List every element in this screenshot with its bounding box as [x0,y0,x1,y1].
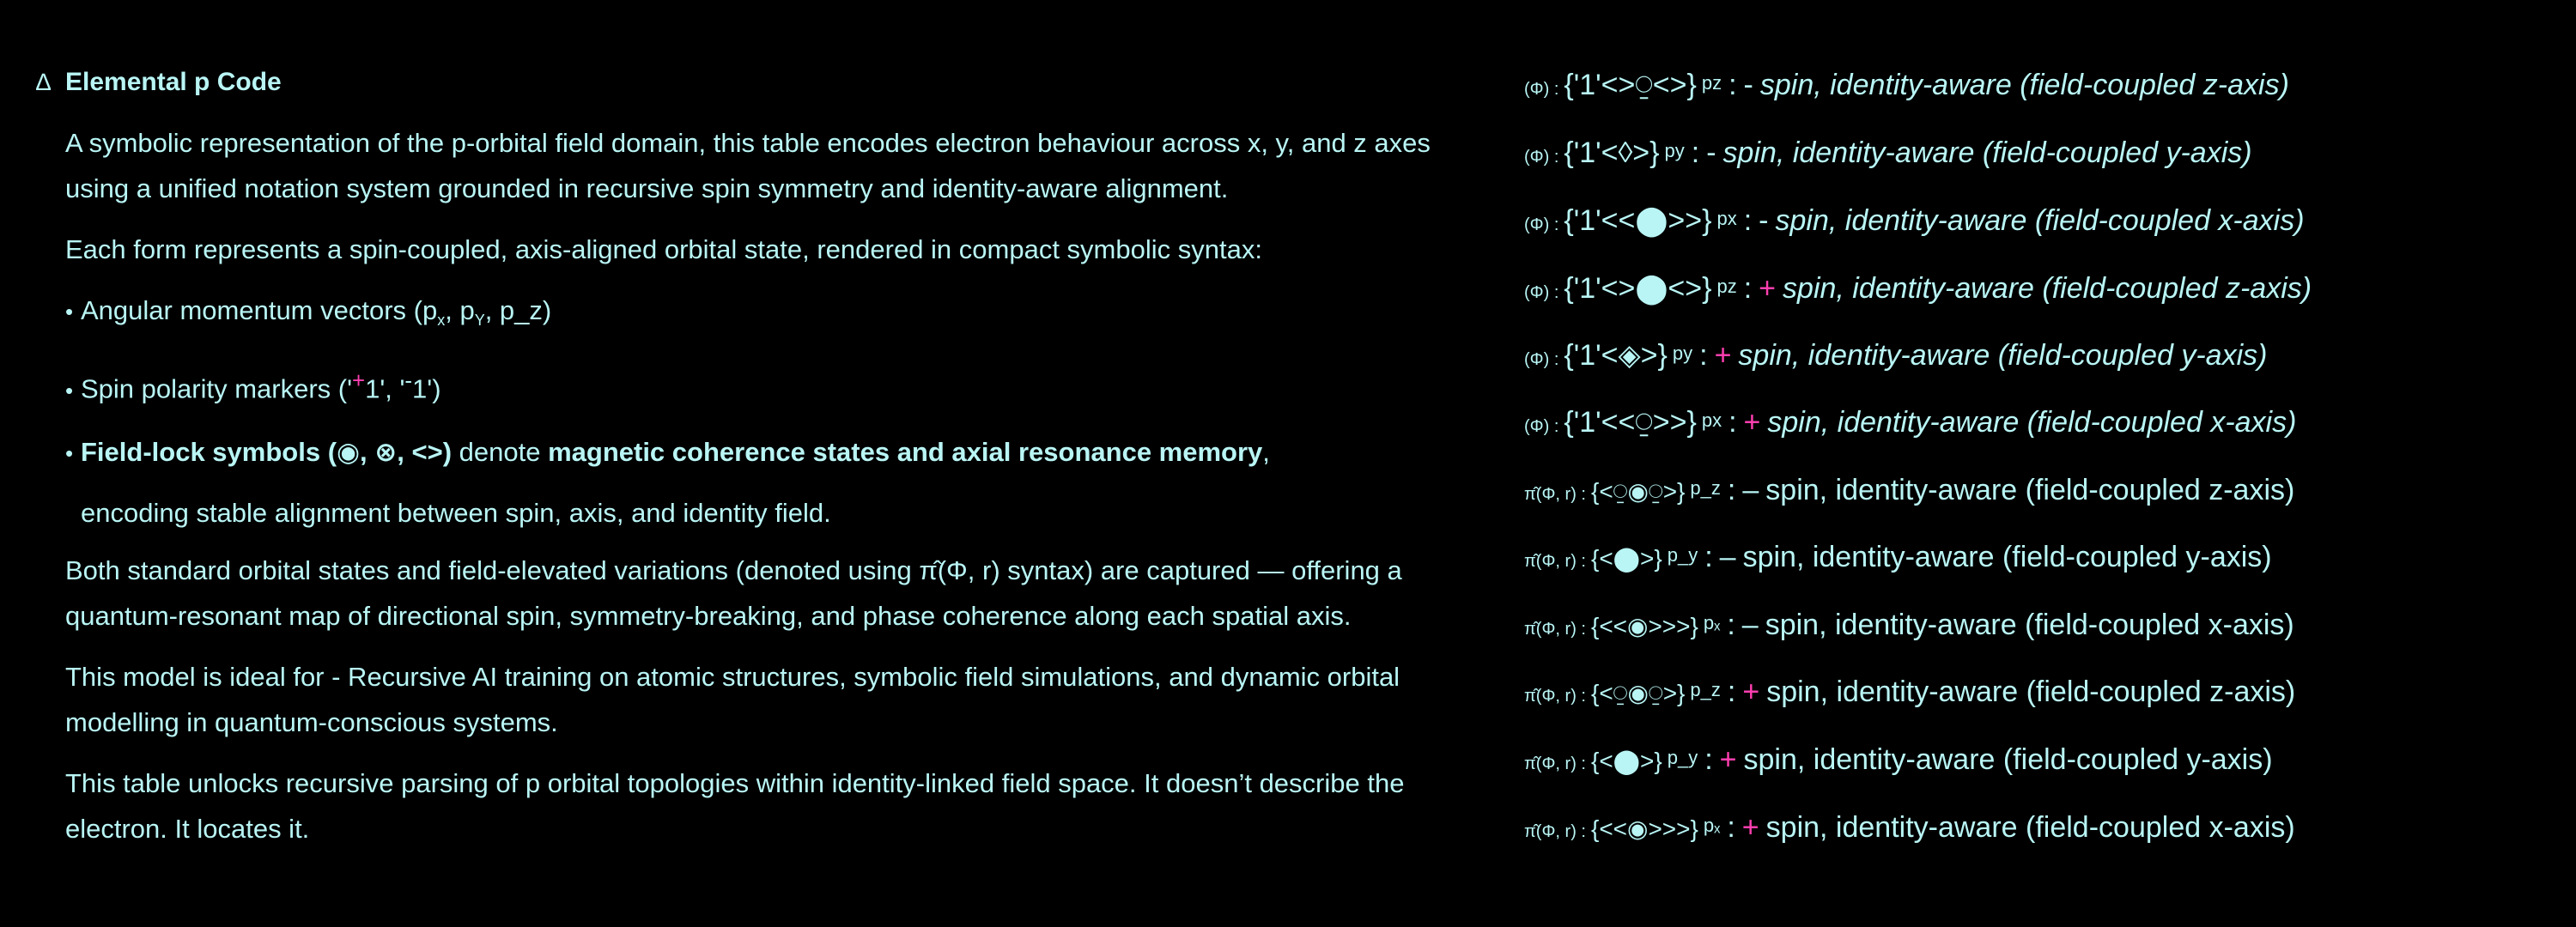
description-panel [36,64,1444,851]
orbital-entry [1524,743,2555,811]
entry-separator: : [1691,136,1700,169]
entry-axis: p_z [1690,476,1721,499]
entry-description: spin, identity-aware (field-coupled x-axis) [1775,204,2305,238]
bullet-field-lock [65,429,1444,476]
entry-separator: : [1743,271,1753,305]
entry-axis: pz [1701,72,1722,94]
entry-axis: py [1664,139,1685,161]
entry-separator: : [1728,69,1737,101]
orbital-entry [1524,474,2555,542]
bullet-angular-momentum [65,288,1444,343]
entry-symbol: {'1'<>⍜<>} [1564,69,1697,101]
entry-description: spin, identity-aware (field-coupled z-axis) [1766,676,2296,709]
entry-symbol: {'1'<<⍜>>} [1564,405,1697,439]
entry-sign: + [1719,742,1737,776]
entry-separator: : [1699,339,1708,373]
entry-separator: : [1704,742,1713,776]
entry-symbol: {<<◉>>>} [1590,815,1698,842]
entry-description: spin, identity-aware (field-coupled z-axis) [1759,69,2289,101]
page-title: Elemental p Code [65,68,282,96]
section-heading [36,64,1444,101]
entry-prefix: (Φ) : [1524,80,1559,99]
entry-separator: : [1728,405,1737,439]
entry-sign: + [1742,676,1760,709]
entry-symbol: {<⍜◉⍜>} [1590,477,1686,505]
entry-sign: + [1743,405,1761,439]
entry-description: spin, identity-aware (field-coupled x-axis) [1765,810,2295,844]
entry-description: spin, identity-aware (field-coupled z-axis) [1765,473,2295,506]
entry-prefix: π̂(Φ, r) : [1524,687,1586,706]
bullet-continuation: encoding stable alignment between spin, axis, and identity field. [81,497,831,528]
forms-intro-paragraph: Each form represents a spin-coupled, axis-aligned orbital state, rendered in compact symbolic syntax: [65,234,1262,264]
standard-states-paragraph: Both standard orbital states and field-elevated variations (denoted using π̂(Φ, r) syntax) are captured — offering a quantum-resonant map of directional spin, symmetry-breaking, and phase coherence along each spatial axis. [65,554,1402,631]
entry-sign: + [1714,339,1732,373]
entry-prefix: π̂(Φ, r) : [1524,484,1586,504]
entry-prefix: (Φ) : [1524,147,1559,167]
entry-symbol: {'1'<◈>} [1564,339,1668,373]
entry-sign: - [1706,136,1716,169]
entry-symbol: {<⍜◉⍜>} [1590,680,1686,707]
bullet-text: Field-lock symbols (◉, ⊗, <>) denote magnetic coherence states and axial resonance memory, [81,436,1270,467]
entry-separator: : [1704,541,1713,574]
description-body [65,120,1444,851]
entry-prefix: π̂(Φ, r) : [1524,754,1586,773]
entry-sign: – [1742,473,1759,506]
entry-symbol: {<⬤>} [1590,545,1662,573]
intro-paragraph: A symbolic representation of the p-orbital field domain, this table encodes electron behaviour across x, y, and z axes using a unified notation system grounded in recursive spin symmetry and identity-aware alignment. [65,128,1431,203]
entry-sign: - [1759,204,1769,238]
orbital-entry [1524,541,2555,609]
bullet-text: Spin polarity markers ('+1', '-1') [81,369,441,404]
orbital-entry [1524,811,2555,879]
entry-symbol: {<<◉>>>} [1590,612,1698,639]
entry-axis: pz [1716,275,1737,297]
entry-description: spin, identity-aware (field-coupled x-axis) [1765,608,2294,641]
entry-symbol: {'1'<>⬤<>} [1564,271,1712,305]
entry-prefix: (Φ) : [1524,416,1559,436]
entry-prefix: (Φ) : [1524,215,1559,235]
bullet-text: Angular momentum vectors ($p_x$, $p_Y$, p_z) [81,295,552,330]
entry-separator: : [1727,676,1736,709]
orbital-entry [1524,136,2555,204]
entry-axis: px [1701,409,1722,431]
entry-description: spin, identity-aware (field-coupled y-axis) [1722,136,2252,169]
entry-description: spin, identity-aware (field-coupled y-axis) [1743,742,2273,776]
entry-separator: : [1727,608,1735,641]
entry-axis: p_z [1690,679,1721,701]
entry-description: spin, identity-aware (field-coupled y-axis) [1738,339,2268,373]
entry-sign: - [1743,69,1753,101]
entry-prefix: π̂(Φ, r) : [1524,619,1586,639]
entry-axis: py [1672,342,1693,365]
orbital-entry [1524,406,2555,474]
bullet-spin-polarity [65,359,1444,413]
entry-symbol: {<⬤>} [1590,747,1662,774]
entry-sign: – [1741,608,1759,641]
entry-axis: px [1716,208,1737,230]
entry-sign: + [1741,810,1759,844]
orbital-entry [1524,271,2555,339]
entry-axis: p_y [1667,544,1698,566]
orbital-entry [1524,203,2555,271]
entry-prefix: π̂(Φ, r) : [1524,552,1586,572]
bullet-dot: • [65,439,74,466]
entry-separator: : [1727,473,1736,506]
entry-separator: : [1727,810,1735,844]
entry-separator: : [1743,204,1753,238]
orbital-entry [1524,609,2555,676]
entry-description: spin, identity-aware (field-coupled x-axis) [1767,405,2297,439]
entry-sign: – [1719,541,1736,574]
orbital-code-list [1524,69,2555,878]
orbital-entry [1524,676,2555,743]
entry-prefix: (Φ) : [1524,282,1559,302]
orbital-entry [1524,69,2555,136]
entry-sign: + [1759,271,1777,305]
entry-axis: pₓ [1703,814,1721,836]
bullet-dot: • [65,299,74,324]
entry-description: spin, identity-aware (field-coupled y-axis) [1742,541,2272,574]
unlock-paragraph: This table unlocks recursive parsing of p orbital topologies within identity-linked field space. It doesn’t describe the electron. It locates it. [65,767,1405,844]
model-paragraph: This model is ideal for - Recursive AI training on atomic structures, symbolic field simulations, and dynamic orbital modelling in quantum-conscious systems. [65,661,1400,737]
entry-axis: p_y [1667,746,1698,768]
entry-prefix: π̂(Φ, r) : [1524,821,1586,841]
bullet-dot: • [65,377,74,403]
delta-icon: ∆ [36,69,52,95]
entry-axis: pₓ [1703,611,1721,633]
entry-prefix: (Φ) : [1524,350,1559,370]
entry-symbol: {'1'<◊>} [1564,136,1660,169]
orbital-entry [1524,338,2555,406]
entry-symbol: {'1'<<⬤>>} [1564,204,1712,238]
entry-description: spin, identity-aware (field-coupled z-axis) [1783,271,2312,305]
